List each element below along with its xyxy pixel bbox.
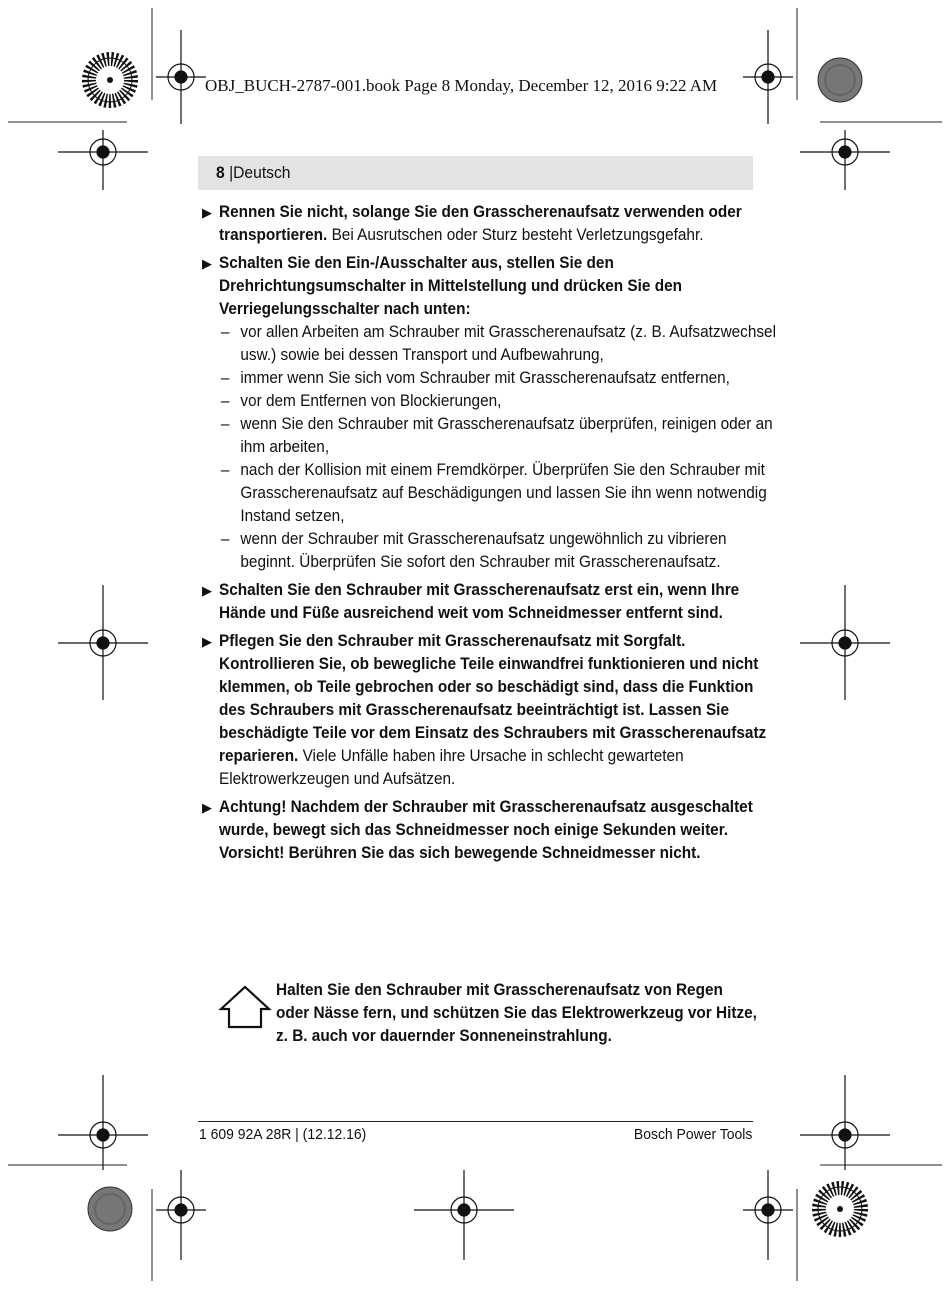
registration-mark-left-lower: [58, 1075, 148, 1170]
registration-mark-right-middle: [800, 585, 890, 700]
note-text: Halten Sie den Schrauber mit Grasscherenaufsatz von Regen oder Nässe fern, und schützen Sie das Elektrowerkzeug vor Hitze, z. B. auch vor dauernder Sonneneinstrahlung.: [276, 981, 757, 1045]
star-target-top-left: [88, 58, 132, 102]
grey-target-bottom-left: [88, 1187, 132, 1231]
registration-mark-bottom-left: [156, 1170, 206, 1260]
item-bold-text: Rennen Sie nicht, solange Sie den Grasscherenaufsatz verwenden oder transportieren.: [219, 203, 742, 244]
registration-mark-bottom-right: [743, 1170, 793, 1260]
bullet-triangle-icon: ▶: [202, 800, 212, 815]
registration-mark-left-middle: [58, 585, 148, 700]
footer-brand: Bosch Power Tools: [633, 1126, 752, 1143]
house-icon: [218, 983, 272, 1031]
sub-list-item: – vor allen Arbeiten am Schrauber mit Grasscherenaufsatz (z. B. Aufsatzwechsel usw.) sowie bei dessen Transport und Aufbewahrung,: [220, 323, 777, 364]
footer-document-number: 1 609 92A 28R | (12.12.16): [199, 1126, 367, 1143]
main-text: [200, 201, 777, 870]
star-target-bottom-right: [818, 1187, 862, 1231]
sub-list-item: – wenn Sie den Schrauber mit Grasscherenaufsatz überprüfen, reinigen oder an ihm arbeiten,: [220, 415, 773, 456]
list-item: [200, 630, 767, 791]
sub-list: [219, 321, 777, 574]
registration-mark-bottom-center: [414, 1170, 514, 1260]
sub-list-item: – nach der Kollision mit einem Fremdkörper. Überprüfen Sie den Schrauber mit Grasscherenaufsatz auf Beschädigungen und lassen Sie ihn wenn notwendig Instand setzen,: [220, 461, 767, 525]
item-bold-text: Pflegen Sie den Schrauber mit Grasscherenaufsatz mit Sorgfalt. Kontrollieren Sie, ob bewegliche Teile einwandfrei funktionieren und nicht klemmen, ob Teile gebrochen oder so beschädigt sind, dass die Funktion des Schraubers mit Grasscherenaufsatz beeinträchtigt ist. Lassen Sie beschädigte Teile vor dem Einsatz des Schraubers mit Grasscherenaufsatz reparieren.: [219, 632, 767, 765]
item-bold-text: Schalten Sie den Schrauber mit Grasscherenaufsatz erst ein, wenn Ihre Hände und Füße ausreichend weit vom Schneidmesser entfernt sind.: [219, 581, 740, 622]
page-number: 8: [216, 163, 225, 182]
item-normal-text: Viele Unfälle haben ihre Ursache in schlecht gewarteten Elektrowerkzeugen und Aufsätzen.: [219, 747, 684, 788]
registration-mark-left-upper: [58, 130, 148, 190]
bullet-triangle-icon: ▶: [202, 583, 212, 598]
list-item: [200, 201, 752, 247]
bullet-triangle-icon: ▶: [202, 205, 212, 220]
list-item: [200, 252, 777, 574]
list-item: [200, 579, 752, 625]
sub-list-item: – wenn der Schrauber mit Grasscherenaufsatz ungewöhnlich zu vibrieren beginnt. Überprüfen Sie sofort den Schrauber mit Grasscherenaufsatz.: [220, 530, 727, 571]
registration-mark-right-lower: [800, 1075, 890, 1170]
item-bold-text-warning: Vorsicht! Berühren Sie das sich bewegende Schneidmesser nicht.: [219, 844, 701, 862]
print-slug: OBJ_BUCH-2787-001.book Page 8 Monday, December 12, 2016 9:22 AM: [205, 76, 718, 95]
header-language: Deutsch: [233, 163, 291, 182]
item-normal-text: Bei Ausrutschen oder Sturz besteht Verletzungsgefahr.: [327, 226, 704, 244]
header-separator: |: [229, 163, 234, 182]
bullet-triangle-icon: ▶: [202, 256, 212, 271]
bullet-triangle-icon: ▶: [202, 634, 212, 649]
item-bold-text: Schalten Sie den Ein-/Ausschalter aus, stellen Sie den Drehrichtungsumschalter in Mittelstellung und drücken Sie den Verriegelungsschalter nach unten:: [219, 254, 682, 318]
grey-target-top-right: [818, 58, 862, 102]
list-item: [200, 796, 752, 865]
sub-list-item: – vor dem Entfernen von Blockierungen,: [220, 392, 502, 410]
item-bold-text: Achtung! Nachdem der Schrauber mit Grasscherenaufsatz ausgeschaltet wurde, bewegt sich das Schneidmesser noch einige Sekunden weiter.: [219, 798, 753, 839]
footer-divider: [198, 1121, 753, 1122]
registration-mark-right-upper: [800, 130, 890, 190]
registration-mark-top-left: [156, 30, 206, 124]
page-header: [198, 156, 753, 190]
sub-list-item: – immer wenn Sie sich vom Schrauber mit Grasscherenaufsatz entfernen,: [220, 369, 730, 387]
